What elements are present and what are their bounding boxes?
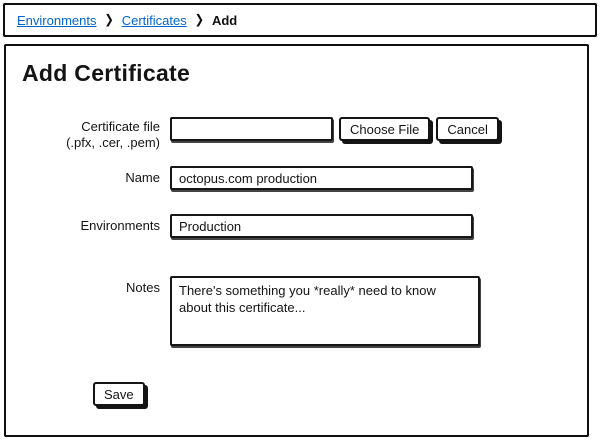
name-label: Name	[125, 170, 160, 185]
name-row	[22, 166, 473, 190]
breadcrumb-separator-icon: ❯	[194, 13, 204, 27]
add-certificate-panel	[4, 44, 589, 437]
certificate-file-input[interactable]	[170, 117, 333, 141]
environments-label: Environments	[80, 218, 160, 233]
certificate-file-label	[22, 117, 160, 151]
notes-textarea[interactable]	[170, 276, 480, 346]
certificate-file-label-hint: (.pfx, .cer, .pem)	[66, 135, 160, 150]
breadcrumb-current-add: Add	[211, 12, 238, 28]
breadcrumb-link-certificates[interactable]: Certificates	[121, 12, 187, 28]
notes-row	[22, 276, 480, 346]
environments-input[interactable]	[170, 214, 473, 238]
name-input[interactable]	[170, 166, 473, 190]
breadcrumb-separator-icon: ❯	[104, 13, 114, 27]
cancel-button[interactable]: Cancel	[436, 117, 498, 141]
notes-label: Notes	[126, 280, 160, 295]
breadcrumb	[3, 3, 597, 37]
certificate-file-label-text: Certificate file	[81, 119, 160, 134]
choose-file-button[interactable]: Choose File	[339, 117, 430, 141]
page-title: Add Certificate	[22, 60, 191, 86]
breadcrumb-link-environments[interactable]: Environments	[17, 12, 97, 28]
certificate-file-row	[22, 117, 499, 151]
save-button[interactable]: Save	[93, 382, 145, 406]
save-button-container	[93, 382, 145, 406]
environments-row	[22, 214, 473, 238]
